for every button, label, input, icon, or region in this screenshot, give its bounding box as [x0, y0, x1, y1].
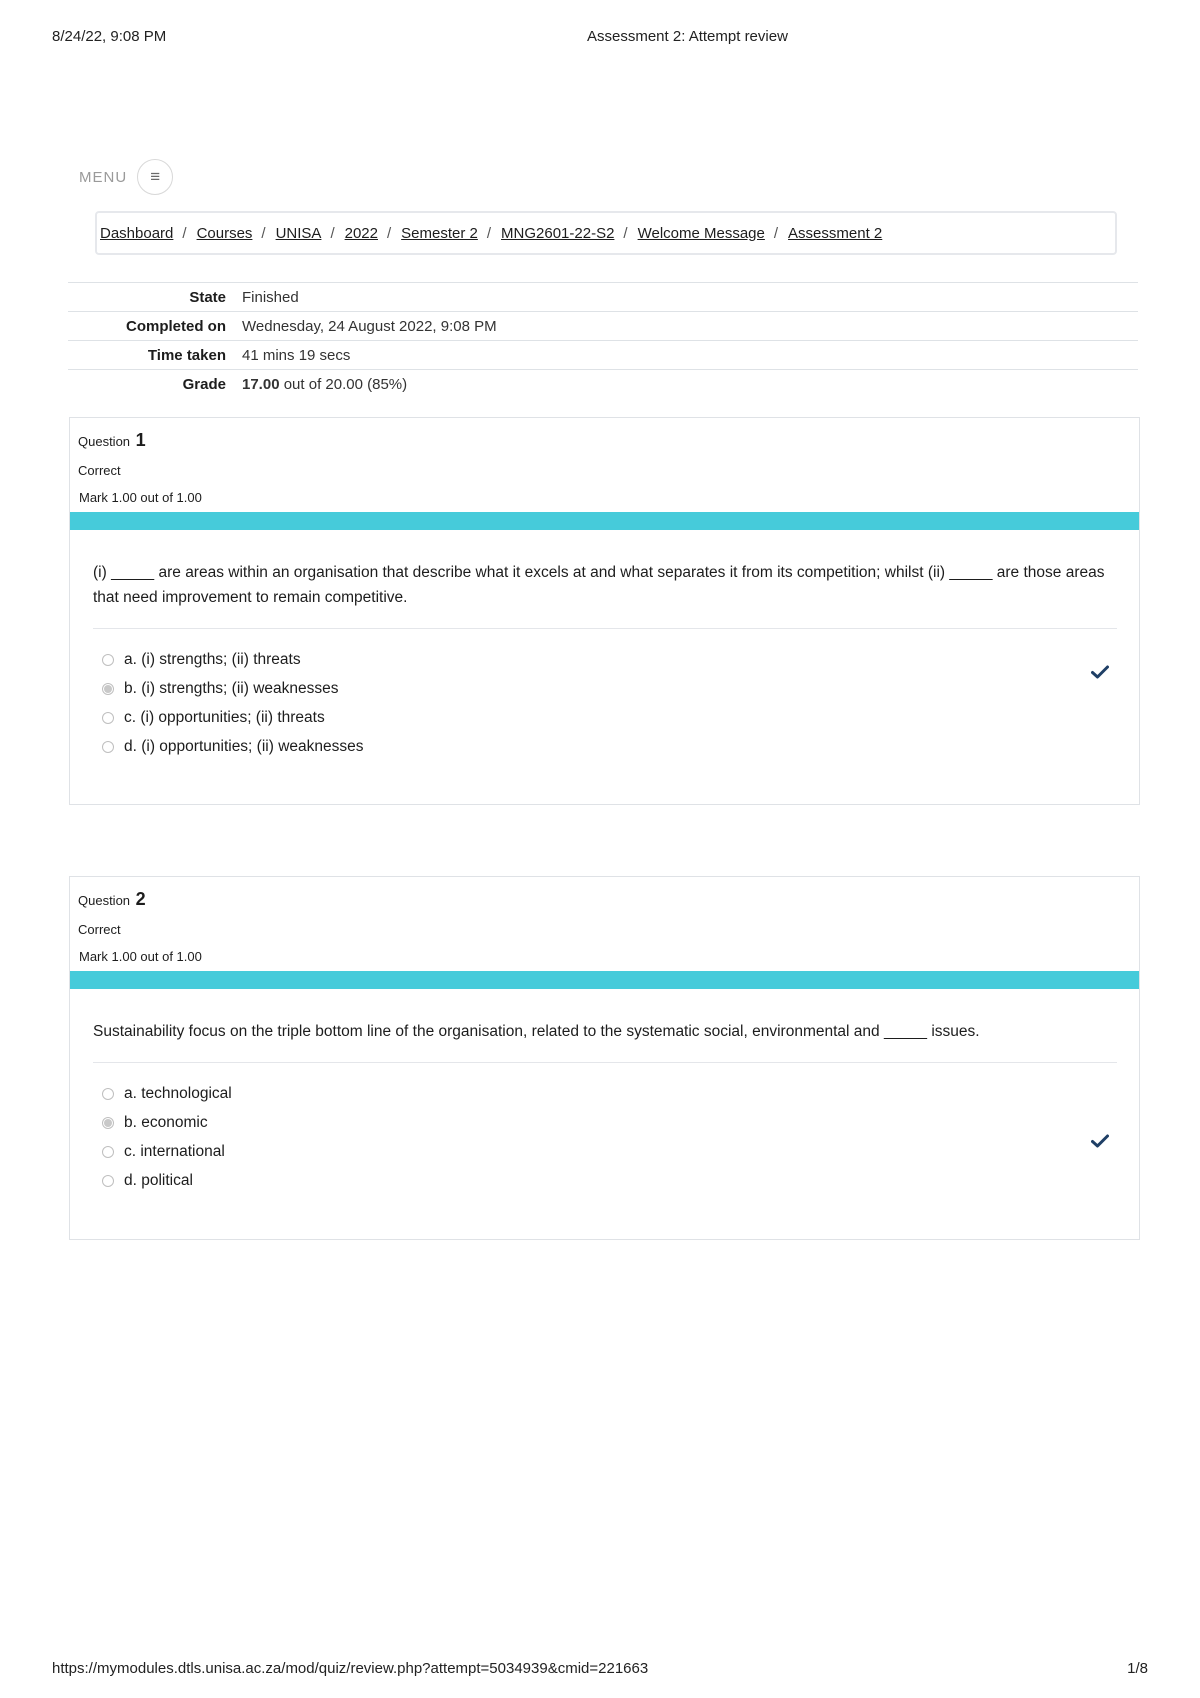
question-label: Question [78, 434, 131, 449]
print-datetime: 8/24/22, 9:08 PM [52, 28, 167, 45]
state-value: Finished [242, 288, 299, 306]
completed-value: Wednesday, 24 August 2022, 9:08 PM [242, 317, 497, 335]
answer-option[interactable] [102, 1166, 1139, 1195]
question-mark: Mark 1.00 out of 1.00 [79, 949, 202, 964]
print-page-number: 1/8 [1127, 1660, 1148, 1677]
radio-button-selected[interactable] [102, 1117, 114, 1129]
breadcrumb-year[interactable]: 2022 [344, 224, 378, 242]
breadcrumb [95, 211, 1117, 255]
answer-option[interactable] [102, 1079, 1139, 1108]
radio-button[interactable] [102, 741, 114, 753]
question-accent-bar [70, 971, 1139, 989]
radio-button[interactable] [102, 712, 114, 724]
breadcrumb-courses[interactable]: Courses [196, 224, 253, 242]
question-info [70, 418, 1139, 512]
breadcrumb-separator: / [386, 224, 392, 242]
question-card [69, 876, 1140, 1240]
breadcrumb-separator: / [486, 224, 492, 242]
grade-rest: out of 20.00 (85%) [283, 375, 408, 393]
question-card [69, 417, 1140, 805]
state-label: State [189, 288, 226, 306]
breadcrumb-semester[interactable]: Semester 2 [401, 224, 478, 242]
print-url: https://mymodules.dtls.unisa.ac.za/mod/quiz/review.php?attempt=5034939&cmid=221663 [52, 1660, 649, 1677]
question-accent-bar [70, 512, 1139, 530]
time-value: 41 mins 19 secs [242, 346, 351, 364]
answer-option[interactable] [102, 703, 1139, 732]
grade-value [242, 376, 407, 393]
correct-check-icon [1091, 665, 1109, 679]
radio-button[interactable] [102, 1088, 114, 1100]
question-text: (i) _____ are areas within an organisation that describe what it excels at and what separates it from its competition; whilst (ii) _____ are those areas that need improvement to remain competitive. [93, 560, 1117, 629]
answer-option[interactable] [102, 674, 1139, 703]
attempt-summary [68, 282, 1138, 398]
radio-button-selected[interactable] [102, 683, 114, 695]
answer-option[interactable] [102, 732, 1139, 761]
radio-button[interactable] [102, 1146, 114, 1158]
answer-label: a. (i) strengths; (ii) threats [124, 650, 301, 668]
hamburger-menu-icon[interactable]: ≡ [137, 159, 173, 195]
question-text: Sustainability focus on the triple bottom line of the organisation, related to the systematic social, environmental and _____ issues. [93, 1019, 1117, 1063]
grade-score: 17.00 [242, 375, 280, 393]
time-label: Time taken [147, 346, 226, 364]
summary-row-time [68, 341, 1138, 370]
breadcrumb-separator: / [182, 224, 187, 242]
answer-label: d. political [124, 1171, 193, 1189]
print-footer [52, 1660, 1148, 1680]
breadcrumb-separator: / [261, 224, 266, 242]
question-mark: Mark 1.00 out of 1.00 [79, 490, 202, 505]
breadcrumb-module[interactable]: MNG2601-22-S2 [501, 224, 615, 242]
question-content [70, 1019, 1139, 1195]
breadcrumb-dashboard[interactable]: Dashboard [100, 224, 174, 242]
answer-label: a. technological [124, 1084, 232, 1102]
answer-label: c. (i) opportunities; (ii) threats [124, 708, 325, 726]
menu-label[interactable]: MENU [79, 168, 128, 186]
question-label: Question [78, 893, 131, 908]
correct-check-icon [1091, 1134, 1109, 1148]
answer-label: b. (i) strengths; (ii) weaknesses [124, 679, 339, 697]
completed-label: Completed on [126, 317, 226, 335]
question-number-value: 1 [135, 430, 146, 450]
question-number [78, 430, 146, 451]
answer-options [102, 645, 1139, 761]
breadcrumb-separator: / [623, 224, 628, 242]
menu[interactable] [79, 158, 173, 196]
answer-option[interactable] [102, 645, 1139, 674]
breadcrumb-unisa[interactable]: UNISA [275, 224, 322, 242]
print-header [52, 28, 1148, 48]
summary-row-completed [68, 312, 1138, 341]
question-number [78, 889, 146, 910]
breadcrumb-welcome-message[interactable]: Welcome Message [637, 224, 765, 242]
grade-label: Grade [182, 375, 226, 393]
answer-option[interactable] [102, 1108, 1139, 1137]
question-info [70, 877, 1139, 971]
answer-option[interactable] [102, 1137, 1139, 1166]
breadcrumb-separator: / [773, 224, 779, 242]
breadcrumb-separator: / [330, 224, 335, 242]
summary-row-state [68, 283, 1138, 312]
print-page-title: Assessment 2: Attempt review [587, 28, 788, 45]
question-state: Correct [78, 463, 121, 478]
answer-label: d. (i) opportunities; (ii) weaknesses [124, 737, 364, 755]
answer-label: c. international [124, 1142, 225, 1160]
answer-label: b. economic [124, 1113, 208, 1131]
answer-options [102, 1079, 1139, 1195]
summary-row-grade [68, 370, 1138, 398]
question-number-value: 2 [135, 889, 146, 909]
radio-button[interactable] [102, 1175, 114, 1187]
breadcrumb-assessment[interactable]: Assessment 2 [788, 224, 883, 242]
question-content [70, 560, 1139, 761]
radio-button[interactable] [102, 654, 114, 666]
question-state: Correct [78, 922, 121, 937]
